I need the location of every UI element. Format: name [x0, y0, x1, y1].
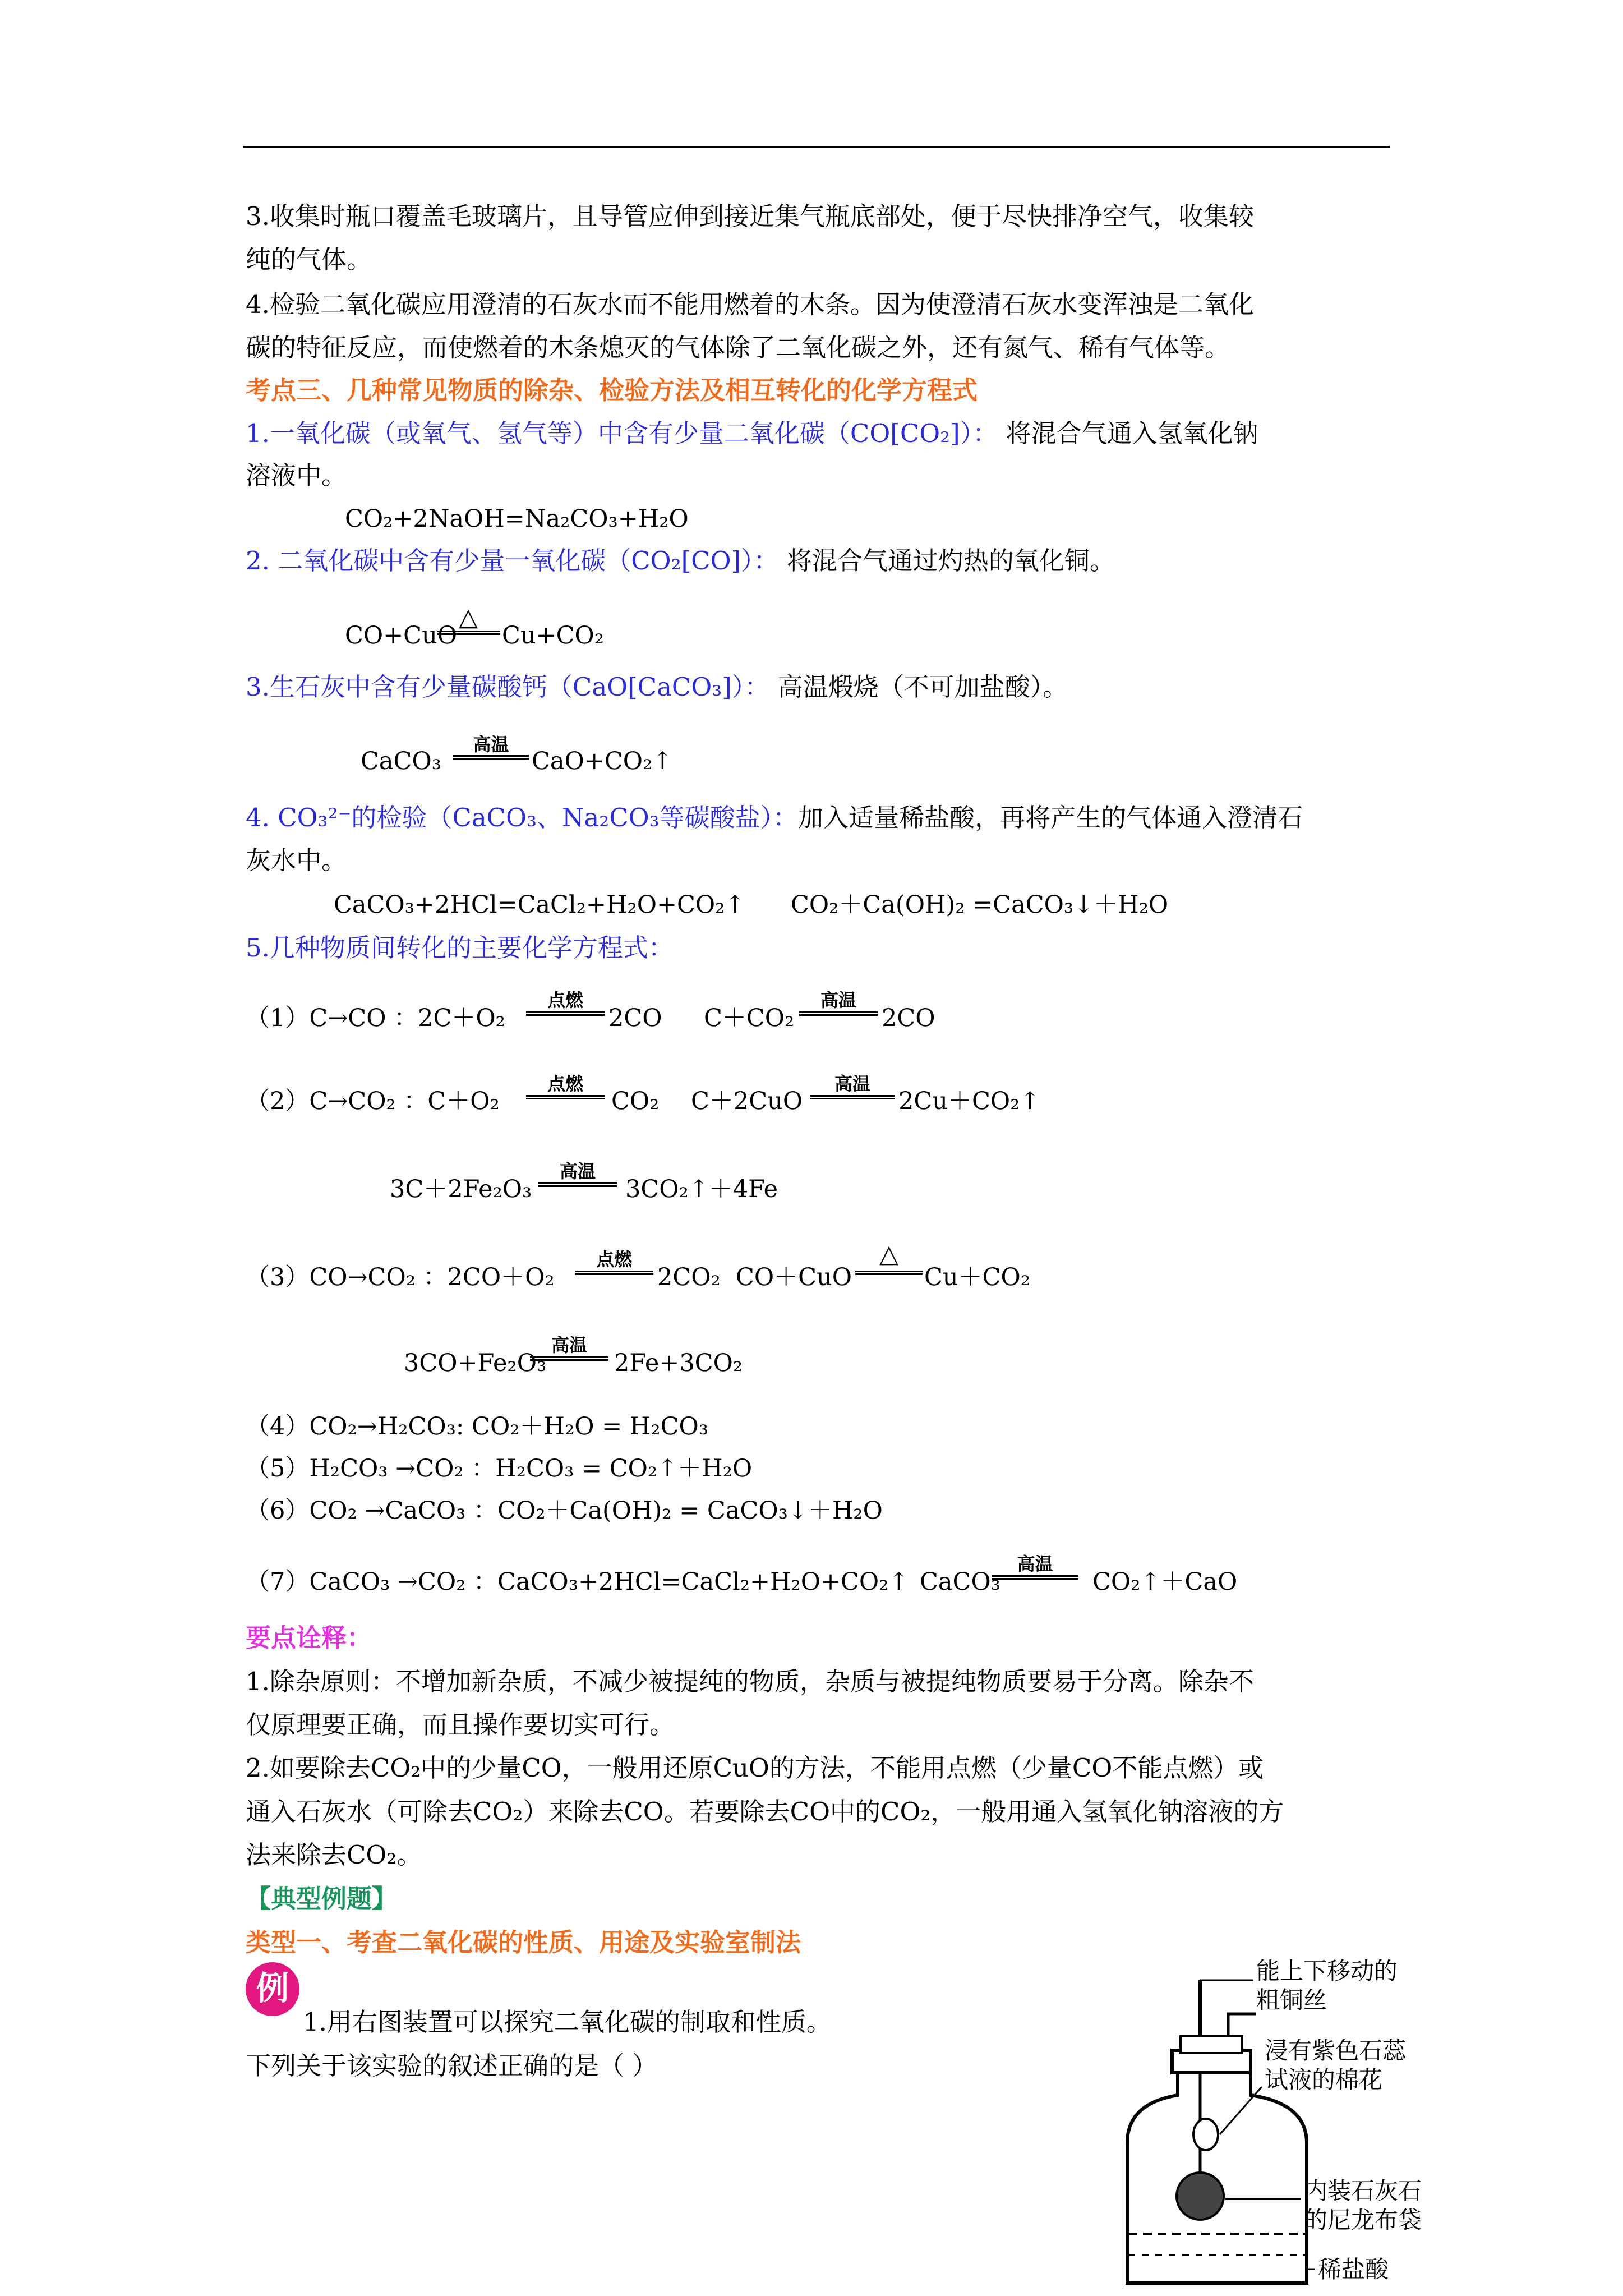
section-heading-3: 考点三、几种常见物质的除杂、检验方法及相互转化的化学方程式	[246, 375, 978, 405]
conv-3-c: CO＋CuO	[736, 1263, 852, 1291]
condition-high-temp: 高温	[1017, 1553, 1053, 1575]
conv-3-b: 2CO₂	[657, 1263, 721, 1291]
note-1-line2: 仅原理要正确，而且操作要切实可行。	[246, 1710, 675, 1740]
note-1-line1: 1.除杂原则：不增加新杂质，不减少被提纯的物质，杂质与被提纯物质要易于分离。除杂不	[246, 1667, 1254, 1696]
conv-1-b: 2CO	[608, 1004, 662, 1032]
equation-caco3-hcl: CaCO₃+2HCl=CaCl₂+H₂O+CO₂↑	[334, 891, 745, 919]
condition-heat: △	[459, 603, 478, 632]
examples-heading: 【典型例题】	[246, 1884, 398, 1913]
header-rule	[243, 146, 1390, 148]
conv-1-c: C＋CO₂	[704, 1004, 795, 1032]
condition-ignite: 点燃	[596, 1249, 632, 1270]
conv-1-d: 2CO	[882, 1004, 935, 1032]
condition-high-temp: 高温	[559, 1161, 596, 1182]
label-acid: 稀盐酸	[1318, 2256, 1389, 2283]
condition-heat: △	[879, 1240, 898, 1268]
reaction-sign	[526, 1011, 605, 1016]
reaction-sign	[810, 1095, 895, 1099]
label-copper-wire-1: 能上下移动的	[1256, 1957, 1398, 1985]
item-4-line1: 4. CO₃²⁻的检验（CaCO₃、Na₂CO₃等碳酸盐）：加入适量稀盐酸，再将产生的气体通入澄清石	[246, 803, 1303, 832]
conv-2-e: 3C＋2Fe₂O₃	[390, 1175, 532, 1203]
equation-co2-naoh: CO₂+2NaOH=Na₂CO₃+H₂O	[345, 505, 689, 533]
conv-1-a: （1）C→CO ：2C＋O₂	[246, 1004, 505, 1032]
conv-3-f: 2Fe+3CO₂	[614, 1349, 743, 1377]
item-4-line2: 灰水中。	[246, 845, 347, 875]
equation-co-cuo-right: Cu+CO₂	[502, 622, 605, 650]
type-1-heading: 类型一、考查二氧化碳的性质、用途及实验室制法	[246, 1927, 801, 1957]
note-2-line3: 法来除去CO₂。	[246, 1840, 422, 1870]
example-badge: 例	[246, 1962, 299, 2016]
reaction-sign	[453, 755, 529, 760]
reaction-sign	[799, 1011, 878, 1016]
condition-high-temp: 高温	[473, 734, 509, 755]
conv-3-a: （3）CO→CO₂ ：2CO＋O₂	[246, 1263, 555, 1291]
para-4-line1: 4.检验二氧化碳应用澄清的石灰水而不能用燃着的木条。因为使澄清石灰水变浑浊是二氧化	[246, 289, 1254, 319]
conv-7-b: CaCO₃	[920, 1568, 1000, 1596]
condition-ignite: 点燃	[547, 990, 583, 1011]
item-3-line: 3.生石灰中含有少量碳酸钙（CaO[CaCO₃]）： 高温煅烧（不可加盐酸）。	[246, 672, 1068, 702]
condition-ignite: 点燃	[547, 1073, 583, 1094]
reaction-sign	[437, 631, 500, 635]
conv-4: （4）CO₂→H₂CO₃: CO₂＋H₂O = H₂CO₃	[246, 1412, 708, 1441]
conv-5: （5）H₂CO₃ →CO₂ ：H₂CO₃ = CO₂↑＋H₂O	[246, 1455, 753, 1483]
conv-2-b: CO₂	[611, 1087, 660, 1115]
label-cotton-2: 试液的棉花	[1265, 2066, 1383, 2093]
condition-high-temp: 高温	[820, 990, 856, 1011]
conv-7-c: CO₂↑＋CaO	[1092, 1568, 1238, 1596]
note-2-line2: 通入石灰水（可除去CO₂）来除去CO。若要除去CO中的CO₂，一般用通入氢氧化钠溶液的方	[246, 1797, 1284, 1826]
conv-3-d: Cu＋CO₂	[924, 1263, 1030, 1291]
para-3-line2: 纯的气体。	[246, 245, 372, 274]
item-1-line1: 1.一氧化碳（或氧气、氢气等）中含有少量二氧化碳（CO[CO₂]）： 将混合气通入氢氧化钠	[246, 418, 1258, 448]
equation-caco3-right: CaO+CO₂↑	[532, 747, 673, 775]
item-5-heading: 5.几种物质间转化的主要化学方程式：	[246, 933, 674, 963]
item-2-line: 2. 二氧化碳中含有少量一氧化碳（CO₂[CO]）： 将混合气通过灼热的氧化铜。	[246, 546, 1115, 576]
conv-7-a: （7）CaCO₃ →CO₂ ：CaCO₃+2HCl=CaCl₂+H₂O+CO₂↑	[246, 1568, 909, 1596]
equation-co-cuo-left: CO+CuO	[345, 622, 458, 650]
conv-6: （6）CO₂ →CaCO₃ ：CO₂＋Ca(OH)₂ = CaCO₃↓＋H₂O	[246, 1497, 883, 1525]
conv-2-f: 3CO₂↑＋4Fe	[625, 1175, 778, 1203]
reaction-sign	[575, 1271, 653, 1275]
reaction-sign	[992, 1575, 1078, 1580]
label-cotton-1: 浸有紫色石蕊	[1265, 2037, 1407, 2064]
conv-2-d: 2Cu＋CO₂↑	[898, 1087, 1040, 1115]
conv-2-c: C＋2CuO	[691, 1087, 803, 1115]
conv-3-e: 3CO+Fe₂O₃	[404, 1349, 547, 1377]
reaction-sign	[855, 1271, 923, 1275]
equation-caco3-left: CaCO₃	[361, 747, 441, 775]
question-1-line2: 下列关于该实验的叙述正确的是（ ）	[246, 2051, 658, 2081]
reaction-sign	[530, 1356, 608, 1361]
para-4-line2: 碳的特征反应，而使燃着的木条熄灭的气体除了二氧化碳之外，还有氮气、稀有气体等。	[246, 333, 1230, 362]
condition-high-temp: 高温	[551, 1335, 587, 1356]
condition-high-temp: 高温	[834, 1073, 870, 1094]
label-bag-1: 内装石灰石	[1304, 2177, 1422, 2205]
label-copper-wire-2: 粗铜丝	[1256, 1986, 1327, 2014]
question-1-line1: 1.用右图装置可以探究二氧化碳的制取和性质。	[303, 2007, 832, 2037]
para-3-line1: 3.收集时瓶口覆盖毛玻璃片，且导管应伸到接近集气瓶底部处，便于尽快排净空气，收集较	[246, 201, 1254, 231]
equation-co2-limewater: CO₂＋Ca(OH)₂ =CaCO₃↓＋H₂O	[791, 891, 1169, 919]
reaction-sign	[538, 1182, 617, 1187]
conv-2-a: （2）C→CO₂ ：C＋O₂	[246, 1087, 500, 1115]
reaction-sign	[526, 1095, 605, 1099]
note-2-line1: 2.如要除去CO₂中的少量CO，一般用还原CuO的方法，不能用点燃（少量CO不能点燃）或	[246, 1753, 1264, 1783]
item-1-line2: 溶液中。	[246, 461, 347, 490]
key-points-heading: 要点诠释：	[246, 1623, 372, 1653]
label-bag-2: 的尼龙布袋	[1304, 2206, 1422, 2234]
